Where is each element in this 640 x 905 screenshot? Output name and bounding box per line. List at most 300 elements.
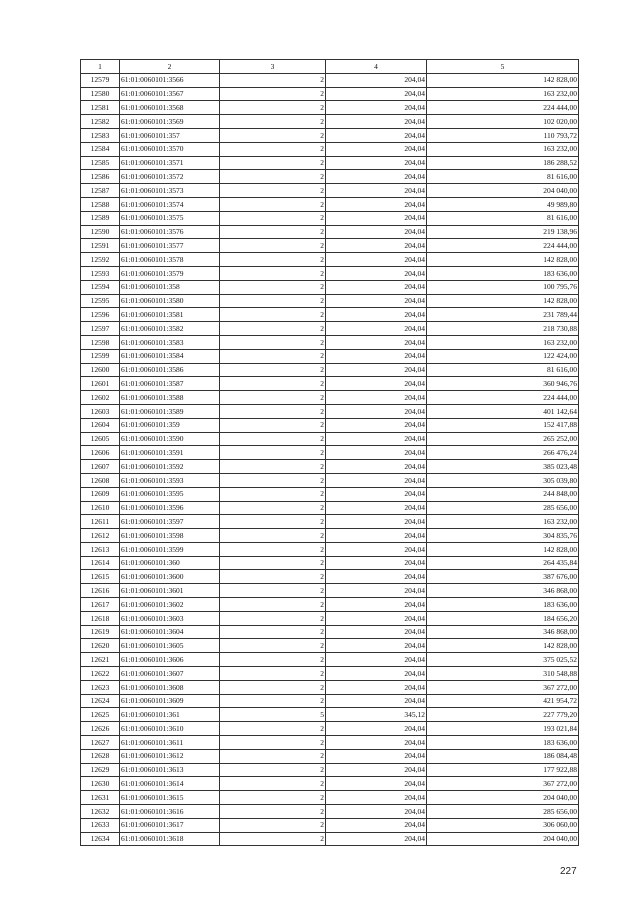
value-cell: 122 424,00 bbox=[427, 349, 579, 363]
value-cell: 163 232,00 bbox=[427, 515, 579, 529]
value-cell: 142 828,00 bbox=[427, 639, 579, 653]
cadastral-number-cell: 61:01:0060101:3591 bbox=[120, 446, 220, 460]
col3-cell: 2 bbox=[220, 87, 326, 101]
table-row bbox=[81, 349, 579, 363]
col4-cell: 204,04 bbox=[326, 446, 427, 460]
row-number-cell: 12609 bbox=[81, 487, 120, 501]
row-number-cell: 12593 bbox=[81, 266, 120, 280]
col3-cell: 2 bbox=[220, 266, 326, 280]
col4-cell: 204,04 bbox=[326, 225, 427, 239]
cadastral-number-cell: 61:01:0060101:3615 bbox=[120, 791, 220, 805]
col4-cell: 204,04 bbox=[326, 294, 427, 308]
col3-cell: 2 bbox=[220, 473, 326, 487]
row-number-cell: 12625 bbox=[81, 708, 120, 722]
value-cell: 177 922,88 bbox=[427, 763, 579, 777]
row-number-cell: 12598 bbox=[81, 335, 120, 349]
col3-cell: 2 bbox=[220, 184, 326, 198]
value-cell: 227 779,20 bbox=[427, 708, 579, 722]
col4-cell: 204,04 bbox=[326, 625, 427, 639]
row-number-cell: 12600 bbox=[81, 363, 120, 377]
row-number-cell: 12579 bbox=[81, 73, 120, 87]
cadastral-number-cell: 61:01:0060101:3592 bbox=[120, 460, 220, 474]
table-row bbox=[81, 184, 579, 198]
table-row bbox=[81, 142, 579, 156]
value-cell: 186 288,52 bbox=[427, 156, 579, 170]
table-row bbox=[81, 460, 579, 474]
row-number-cell: 12629 bbox=[81, 763, 120, 777]
col4-cell: 204,04 bbox=[326, 777, 427, 791]
row-number-cell: 12588 bbox=[81, 197, 120, 211]
col4-cell: 204,04 bbox=[326, 322, 427, 336]
table-row bbox=[81, 115, 579, 129]
row-number-cell: 12608 bbox=[81, 473, 120, 487]
cadastral-number-cell: 61:01:0060101:3607 bbox=[120, 667, 220, 681]
col3-cell: 2 bbox=[220, 170, 326, 184]
col3-cell: 2 bbox=[220, 294, 326, 308]
row-number-cell: 12620 bbox=[81, 639, 120, 653]
value-cell: 231 789,44 bbox=[427, 308, 579, 322]
value-cell: 244 848,00 bbox=[427, 487, 579, 501]
table-row bbox=[81, 584, 579, 598]
row-number-cell: 12632 bbox=[81, 805, 120, 819]
col3-cell: 2 bbox=[220, 584, 326, 598]
table-row bbox=[81, 501, 579, 515]
table-row bbox=[81, 197, 579, 211]
col3-cell: 2 bbox=[220, 115, 326, 129]
row-number-cell: 12619 bbox=[81, 625, 120, 639]
table-row bbox=[81, 667, 579, 681]
value-cell: 184 656,20 bbox=[427, 611, 579, 625]
value-cell: 346 868,00 bbox=[427, 584, 579, 598]
row-number-cell: 12621 bbox=[81, 653, 120, 667]
col3-cell: 2 bbox=[220, 156, 326, 170]
col4-cell: 204,04 bbox=[326, 556, 427, 570]
cadastral-number-cell: 61:01:0060101:3573 bbox=[120, 184, 220, 198]
cadastral-number-cell: 61:01:0060101:3600 bbox=[120, 570, 220, 584]
cadastral-number-cell: 61:01:0060101:3566 bbox=[120, 73, 220, 87]
cadastral-number-cell: 61:01:0060101:3609 bbox=[120, 694, 220, 708]
row-number-cell: 12622 bbox=[81, 667, 120, 681]
value-cell: 152 417,88 bbox=[427, 418, 579, 432]
table-row bbox=[81, 404, 579, 418]
row-number-cell: 12610 bbox=[81, 501, 120, 515]
row-number-cell: 12634 bbox=[81, 832, 120, 846]
row-number-cell: 12614 bbox=[81, 556, 120, 570]
cadastral-number-cell: 61:01:0060101:3602 bbox=[120, 598, 220, 612]
col3-cell: 2 bbox=[220, 625, 326, 639]
table-row bbox=[81, 639, 579, 653]
col4-cell: 204,04 bbox=[326, 598, 427, 612]
col3-cell: 2 bbox=[220, 736, 326, 750]
col4-cell: 204,04 bbox=[326, 184, 427, 198]
row-number-cell: 12618 bbox=[81, 611, 120, 625]
col3-cell: 2 bbox=[220, 722, 326, 736]
col4-cell: 204,04 bbox=[326, 156, 427, 170]
table-row bbox=[81, 611, 579, 625]
col4-cell: 204,04 bbox=[326, 391, 427, 405]
col3-cell: 2 bbox=[220, 404, 326, 418]
col4-cell: 204,04 bbox=[326, 763, 427, 777]
row-number-cell: 12616 bbox=[81, 584, 120, 598]
table-row bbox=[81, 322, 579, 336]
row-number-cell: 12604 bbox=[81, 418, 120, 432]
cadastral-number-cell: 61:01:0060101:3567 bbox=[120, 87, 220, 101]
cadastral-number-cell: 61:01:0060101:3590 bbox=[120, 432, 220, 446]
value-cell: 204 040,00 bbox=[427, 791, 579, 805]
col4-cell: 204,04 bbox=[326, 529, 427, 543]
value-cell: 224 444,00 bbox=[427, 239, 579, 253]
table-row bbox=[81, 777, 579, 791]
row-number-cell: 12590 bbox=[81, 225, 120, 239]
value-cell: 163 232,00 bbox=[427, 142, 579, 156]
cadastral-number-cell: 61:01:0060101:358 bbox=[120, 280, 220, 294]
col3-cell: 2 bbox=[220, 363, 326, 377]
col4-cell: 204,04 bbox=[326, 832, 427, 846]
row-number-cell: 12628 bbox=[81, 749, 120, 763]
row-number-cell: 12585 bbox=[81, 156, 120, 170]
cadastral-number-cell: 61:01:0060101:3581 bbox=[120, 308, 220, 322]
col4-cell: 204,04 bbox=[326, 570, 427, 584]
value-cell: 183 636,00 bbox=[427, 736, 579, 750]
cadastral-number-cell: 61:01:0060101:361 bbox=[120, 708, 220, 722]
table-row bbox=[81, 335, 579, 349]
col4-cell: 204,04 bbox=[326, 197, 427, 211]
cadastral-number-cell: 61:01:0060101:3593 bbox=[120, 473, 220, 487]
col3-cell: 2 bbox=[220, 349, 326, 363]
table-body bbox=[81, 73, 579, 846]
cadastral-number-cell: 61:01:0060101:3584 bbox=[120, 349, 220, 363]
value-cell: 401 142,64 bbox=[427, 404, 579, 418]
col3-cell: 2 bbox=[220, 418, 326, 432]
cadastral-number-cell: 61:01:0060101:3571 bbox=[120, 156, 220, 170]
value-cell: 310 548,88 bbox=[427, 667, 579, 681]
cadastral-number-cell: 61:01:0060101:3605 bbox=[120, 639, 220, 653]
col3-cell: 2 bbox=[220, 653, 326, 667]
table-row bbox=[81, 211, 579, 225]
col3-cell: 2 bbox=[220, 197, 326, 211]
row-number-cell: 12607 bbox=[81, 460, 120, 474]
cadastral-number-cell: 61:01:0060101:357 bbox=[120, 128, 220, 142]
value-cell: 193 021,84 bbox=[427, 722, 579, 736]
row-number-cell: 12581 bbox=[81, 101, 120, 115]
col3-cell: 2 bbox=[220, 763, 326, 777]
col3-cell: 2 bbox=[220, 598, 326, 612]
col4-cell: 204,04 bbox=[326, 542, 427, 556]
col3-cell: 2 bbox=[220, 818, 326, 832]
row-number-cell: 12627 bbox=[81, 736, 120, 750]
col3-cell: 2 bbox=[220, 542, 326, 556]
cadastral-number-cell: 61:01:0060101:3608 bbox=[120, 680, 220, 694]
table-row bbox=[81, 708, 579, 722]
col4-cell: 204,04 bbox=[326, 749, 427, 763]
col4-cell: 204,04 bbox=[326, 667, 427, 681]
table-row bbox=[81, 156, 579, 170]
table-row bbox=[81, 625, 579, 639]
row-number-cell: 12602 bbox=[81, 391, 120, 405]
col4-cell: 204,04 bbox=[326, 239, 427, 253]
row-number-cell: 12626 bbox=[81, 722, 120, 736]
col3-cell: 2 bbox=[220, 239, 326, 253]
value-cell: 385 023,48 bbox=[427, 460, 579, 474]
col4-cell: 204,04 bbox=[326, 487, 427, 501]
row-number-cell: 12587 bbox=[81, 184, 120, 198]
cadastral-number-cell: 61:01:0060101:3612 bbox=[120, 749, 220, 763]
cadastral-number-cell: 61:01:0060101:3578 bbox=[120, 253, 220, 267]
cadastral-number-cell: 61:01:0060101:3589 bbox=[120, 404, 220, 418]
table-row bbox=[81, 418, 579, 432]
table-row bbox=[81, 239, 579, 253]
col3-cell: 2 bbox=[220, 432, 326, 446]
value-cell: 110 793,72 bbox=[427, 128, 579, 142]
table-row bbox=[81, 653, 579, 667]
col3-cell: 2 bbox=[220, 832, 326, 846]
value-cell: 163 232,00 bbox=[427, 87, 579, 101]
table-row bbox=[81, 515, 579, 529]
row-number-cell: 12596 bbox=[81, 308, 120, 322]
row-number-cell: 12624 bbox=[81, 694, 120, 708]
col4-cell: 204,04 bbox=[326, 611, 427, 625]
value-cell: 375 025,52 bbox=[427, 653, 579, 667]
col4-cell: 204,04 bbox=[326, 722, 427, 736]
row-number-cell: 12623 bbox=[81, 680, 120, 694]
col3-cell: 2 bbox=[220, 556, 326, 570]
value-cell: 224 444,00 bbox=[427, 101, 579, 115]
col3-cell: 2 bbox=[220, 225, 326, 239]
cadastral-number-cell: 61:01:0060101:3588 bbox=[120, 391, 220, 405]
table-row bbox=[81, 253, 579, 267]
table-row bbox=[81, 225, 579, 239]
table-row bbox=[81, 73, 579, 87]
value-cell: 285 656,00 bbox=[427, 501, 579, 515]
value-cell: 142 828,00 bbox=[427, 253, 579, 267]
row-number-cell: 12583 bbox=[81, 128, 120, 142]
col3-cell: 2 bbox=[220, 308, 326, 322]
value-cell: 265 252,00 bbox=[427, 432, 579, 446]
value-cell: 102 020,00 bbox=[427, 115, 579, 129]
cadastral-number-cell: 61:01:0060101:3576 bbox=[120, 225, 220, 239]
table-row bbox=[81, 680, 579, 694]
value-cell: 367 272,00 bbox=[427, 680, 579, 694]
col4-cell: 204,04 bbox=[326, 349, 427, 363]
value-cell: 81 616,00 bbox=[427, 363, 579, 377]
row-number-cell: 12597 bbox=[81, 322, 120, 336]
col3-cell: 2 bbox=[220, 322, 326, 336]
col4-cell: 204,04 bbox=[326, 680, 427, 694]
row-number-cell: 12584 bbox=[81, 142, 120, 156]
value-cell: 163 232,00 bbox=[427, 335, 579, 349]
cadastral-number-cell: 61:01:0060101:3610 bbox=[120, 722, 220, 736]
cadastral-number-cell: 61:01:0060101:3596 bbox=[120, 501, 220, 515]
cadastral-number-cell: 61:01:0060101:3568 bbox=[120, 101, 220, 115]
value-cell: 421 954,72 bbox=[427, 694, 579, 708]
table-row bbox=[81, 763, 579, 777]
col4-cell: 204,04 bbox=[326, 266, 427, 280]
value-cell: 204 040,00 bbox=[427, 184, 579, 198]
cadastral-number-cell: 61:01:0060101:3613 bbox=[120, 763, 220, 777]
value-cell: 142 828,00 bbox=[427, 73, 579, 87]
value-cell: 142 828,00 bbox=[427, 542, 579, 556]
value-cell: 219 138,96 bbox=[427, 225, 579, 239]
value-cell: 285 656,00 bbox=[427, 805, 579, 819]
cadastral-number-cell: 61:01:0060101:3577 bbox=[120, 239, 220, 253]
col3-cell: 2 bbox=[220, 570, 326, 584]
col4-cell: 204,04 bbox=[326, 584, 427, 598]
cadastral-number-cell: 61:01:0060101:3599 bbox=[120, 542, 220, 556]
value-cell: 264 435,84 bbox=[427, 556, 579, 570]
table-row bbox=[81, 391, 579, 405]
table-header bbox=[81, 60, 579, 74]
col4-cell: 204,04 bbox=[326, 460, 427, 474]
cadastral-number-cell: 61:01:0060101:3606 bbox=[120, 653, 220, 667]
col3-cell: 2 bbox=[220, 335, 326, 349]
col4-cell: 204,04 bbox=[326, 736, 427, 750]
col3-cell: 5 bbox=[220, 708, 326, 722]
cadastral-number-cell: 61:01:0060101:3587 bbox=[120, 377, 220, 391]
col3-cell: 2 bbox=[220, 749, 326, 763]
cadastral-number-cell: 61:01:0060101:3597 bbox=[120, 515, 220, 529]
value-cell: 183 636,00 bbox=[427, 598, 579, 612]
row-number-cell: 12589 bbox=[81, 211, 120, 225]
col4-cell: 204,04 bbox=[326, 128, 427, 142]
col3-cell: 2 bbox=[220, 667, 326, 681]
row-number-cell: 12601 bbox=[81, 377, 120, 391]
col4-cell: 204,04 bbox=[326, 115, 427, 129]
value-cell: 49 989,80 bbox=[427, 197, 579, 211]
cadastral-number-cell: 61:01:0060101:3570 bbox=[120, 142, 220, 156]
col4-cell: 204,04 bbox=[326, 404, 427, 418]
row-number-cell: 12599 bbox=[81, 349, 120, 363]
row-number-cell: 12586 bbox=[81, 170, 120, 184]
col3-cell: 2 bbox=[220, 501, 326, 515]
value-cell: 266 476,24 bbox=[427, 446, 579, 460]
table-row bbox=[81, 294, 579, 308]
table-row bbox=[81, 805, 579, 819]
row-number-cell: 12595 bbox=[81, 294, 120, 308]
col3-cell: 2 bbox=[220, 529, 326, 543]
table-row bbox=[81, 818, 579, 832]
value-cell: 367 272,00 bbox=[427, 777, 579, 791]
cadastral-number-cell: 61:01:0060101:3579 bbox=[120, 266, 220, 280]
value-cell: 387 676,00 bbox=[427, 570, 579, 584]
cadastral-number-cell: 61:01:0060101:3575 bbox=[120, 211, 220, 225]
table-row bbox=[81, 722, 579, 736]
table-row bbox=[81, 542, 579, 556]
cadastral-number-cell: 61:01:0060101:359 bbox=[120, 418, 220, 432]
cadastral-number-cell: 61:01:0060101:3618 bbox=[120, 832, 220, 846]
data-table bbox=[80, 59, 579, 846]
value-cell: 186 084,48 bbox=[427, 749, 579, 763]
col3-cell: 2 bbox=[220, 128, 326, 142]
column-header-5: 5 bbox=[427, 60, 579, 74]
column-header-4: 4 bbox=[326, 60, 427, 74]
row-number-cell: 12606 bbox=[81, 446, 120, 460]
col4-cell: 204,04 bbox=[326, 101, 427, 115]
cadastral-number-cell: 61:01:0060101:3603 bbox=[120, 611, 220, 625]
table-row bbox=[81, 832, 579, 846]
cadastral-number-cell: 61:01:0060101:3574 bbox=[120, 197, 220, 211]
value-cell: 360 946,76 bbox=[427, 377, 579, 391]
value-cell: 306 060,00 bbox=[427, 818, 579, 832]
cadastral-number-cell: 61:01:0060101:3598 bbox=[120, 529, 220, 543]
col4-cell: 204,04 bbox=[326, 653, 427, 667]
table-row bbox=[81, 556, 579, 570]
col4-cell: 204,04 bbox=[326, 791, 427, 805]
row-number-cell: 12617 bbox=[81, 598, 120, 612]
col3-cell: 2 bbox=[220, 694, 326, 708]
col4-cell: 204,04 bbox=[326, 694, 427, 708]
table-row bbox=[81, 791, 579, 805]
row-number-cell: 12613 bbox=[81, 542, 120, 556]
cadastral-number-cell: 61:01:0060101:3614 bbox=[120, 777, 220, 791]
col4-cell: 204,04 bbox=[326, 818, 427, 832]
cadastral-number-cell: 61:01:0060101:3595 bbox=[120, 487, 220, 501]
row-number-cell: 12611 bbox=[81, 515, 120, 529]
col3-cell: 2 bbox=[220, 280, 326, 294]
value-cell: 100 795,76 bbox=[427, 280, 579, 294]
table-row bbox=[81, 363, 579, 377]
row-number-cell: 12591 bbox=[81, 239, 120, 253]
value-cell: 142 828,00 bbox=[427, 294, 579, 308]
value-cell: 81 616,00 bbox=[427, 211, 579, 225]
header-row bbox=[81, 60, 579, 74]
col4-cell: 204,04 bbox=[326, 432, 427, 446]
page-number: 227 bbox=[560, 866, 577, 877]
cadastral-number-cell: 61:01:0060101:3616 bbox=[120, 805, 220, 819]
col3-cell: 2 bbox=[220, 515, 326, 529]
cadastral-number-cell: 61:01:0060101:3601 bbox=[120, 584, 220, 598]
col3-cell: 2 bbox=[220, 142, 326, 156]
row-number-cell: 12612 bbox=[81, 529, 120, 543]
col4-cell: 204,04 bbox=[326, 639, 427, 653]
col3-cell: 2 bbox=[220, 805, 326, 819]
row-number-cell: 12603 bbox=[81, 404, 120, 418]
value-cell: 81 616,00 bbox=[427, 170, 579, 184]
table-row bbox=[81, 487, 579, 501]
col3-cell: 2 bbox=[220, 680, 326, 694]
cadastral-number-cell: 61:01:0060101:3611 bbox=[120, 736, 220, 750]
col4-cell: 204,04 bbox=[326, 211, 427, 225]
cadastral-number-cell: 61:01:0060101:3569 bbox=[120, 115, 220, 129]
value-cell: 305 039,80 bbox=[427, 473, 579, 487]
row-number-cell: 12582 bbox=[81, 115, 120, 129]
column-header-1: 1 bbox=[81, 60, 120, 74]
cadastral-number-cell: 61:01:0060101:3572 bbox=[120, 170, 220, 184]
cadastral-number-cell: 61:01:0060101:360 bbox=[120, 556, 220, 570]
row-number-cell: 12594 bbox=[81, 280, 120, 294]
cadastral-number-cell: 61:01:0060101:3583 bbox=[120, 335, 220, 349]
column-header-3: 3 bbox=[220, 60, 326, 74]
col3-cell: 2 bbox=[220, 73, 326, 87]
table-row bbox=[81, 749, 579, 763]
table-row bbox=[81, 598, 579, 612]
col3-cell: 2 bbox=[220, 487, 326, 501]
row-number-cell: 12630 bbox=[81, 777, 120, 791]
value-cell: 218 730,88 bbox=[427, 322, 579, 336]
col3-cell: 2 bbox=[220, 611, 326, 625]
row-number-cell: 12580 bbox=[81, 87, 120, 101]
col3-cell: 2 bbox=[220, 446, 326, 460]
table-row bbox=[81, 377, 579, 391]
table-row bbox=[81, 446, 579, 460]
row-number-cell: 12633 bbox=[81, 818, 120, 832]
col4-cell: 204,04 bbox=[326, 308, 427, 322]
table-row bbox=[81, 432, 579, 446]
col4-cell: 204,04 bbox=[326, 418, 427, 432]
cadastral-number-cell: 61:01:0060101:3580 bbox=[120, 294, 220, 308]
col3-cell: 2 bbox=[220, 101, 326, 115]
column-header-2: 2 bbox=[120, 60, 220, 74]
col4-cell: 204,04 bbox=[326, 501, 427, 515]
